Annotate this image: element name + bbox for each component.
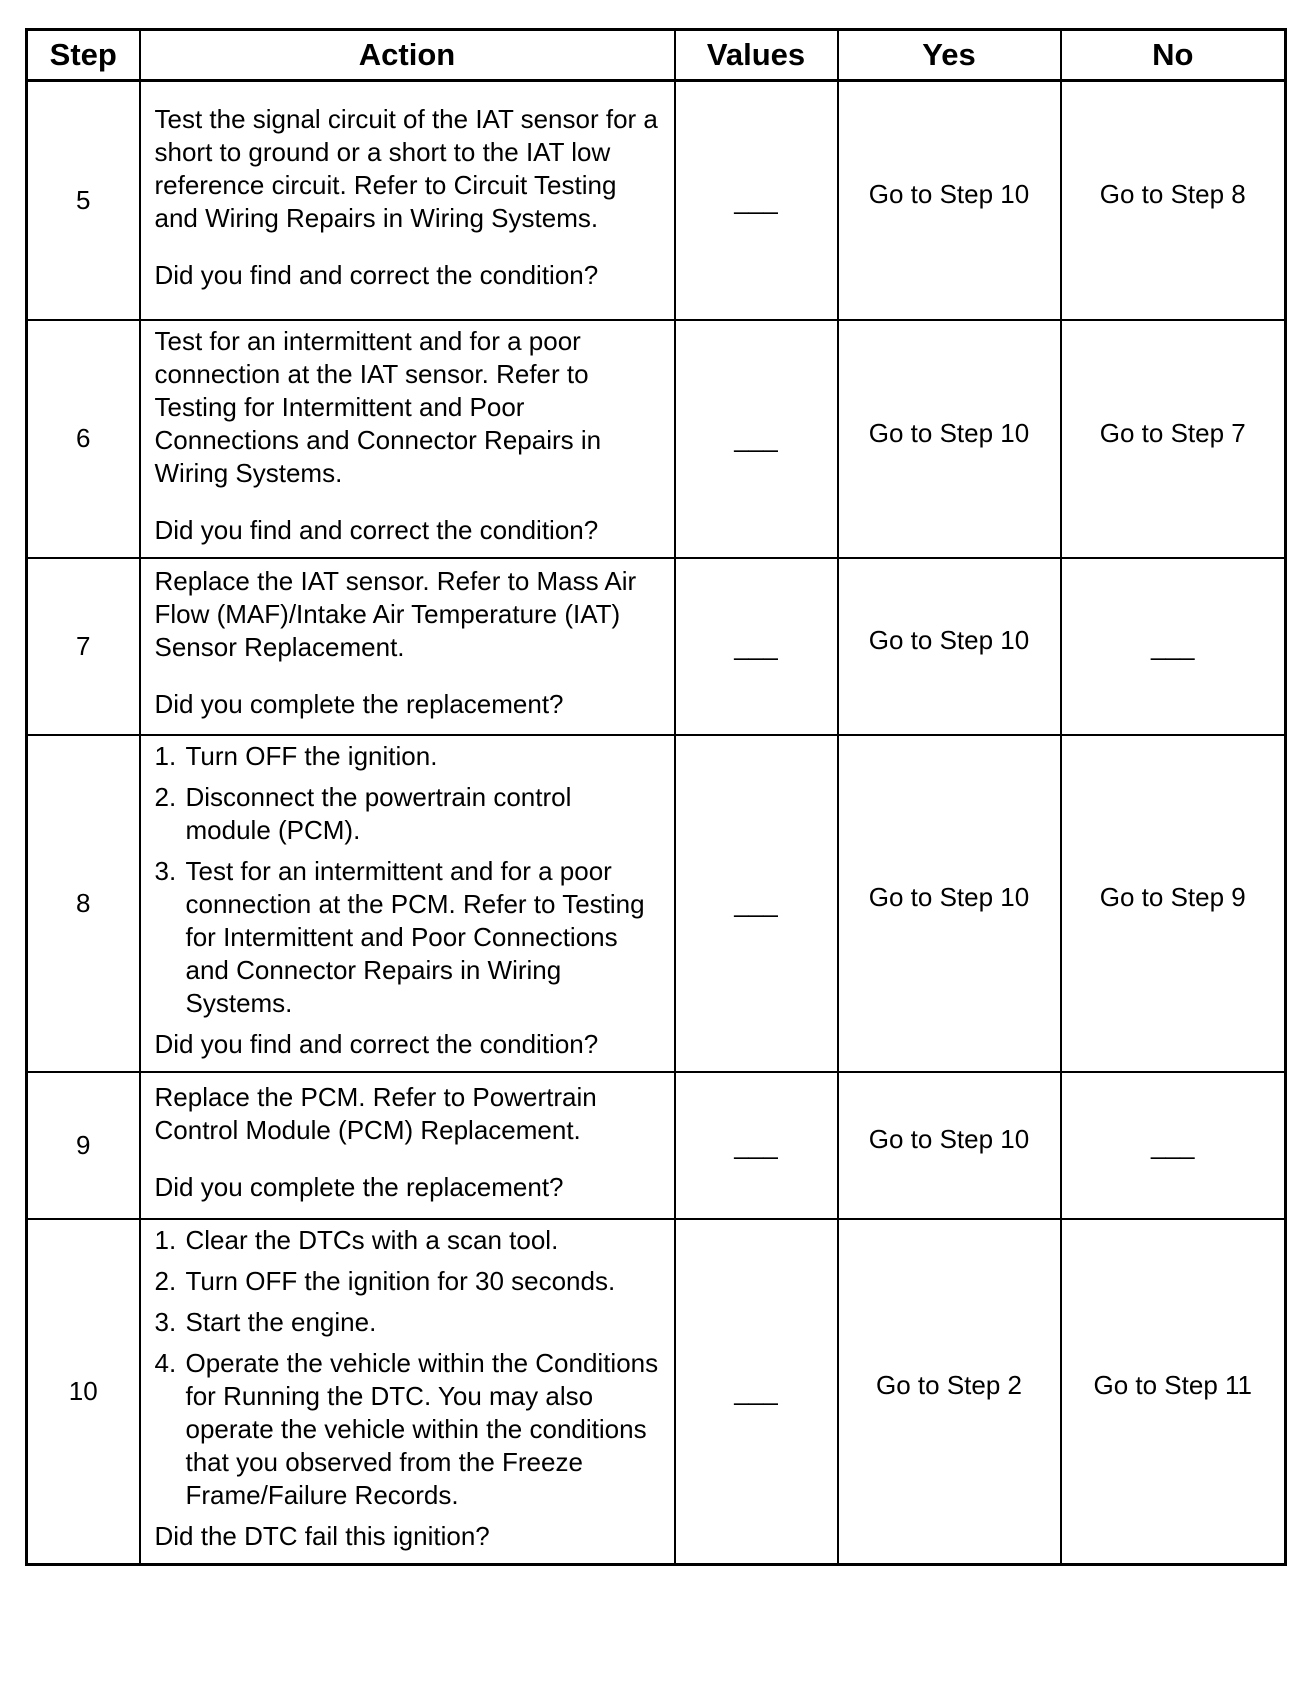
action-cell (140, 735, 675, 1072)
yes-cell: Go to Step 10 (838, 558, 1061, 735)
substep-list (155, 740, 662, 1020)
yes-cell: Go to Step 10 (838, 320, 1061, 558)
step-number: 10 (27, 1219, 140, 1565)
action-text: Test for an intermittent and for a poor connection at the IAT sensor. Refer to Testing for Intermittent and Poor Connections and Connector Repairs in Wiring Systems. (154, 325, 602, 488)
table-row (27, 1072, 1286, 1219)
substep-text: Turn OFF the ignition. (185, 740, 438, 771)
table-row (27, 558, 1286, 735)
substep-number: 2. (154, 781, 177, 812)
header-no: No (1061, 30, 1286, 81)
substep-item (155, 1265, 662, 1298)
substep-number: 1. (154, 740, 177, 771)
substep-text: Clear the DTCs with a scan tool. (185, 1224, 559, 1255)
header-step: Step (27, 30, 140, 81)
table-row (27, 735, 1286, 1072)
header-yes: Yes (838, 30, 1061, 81)
header-values: Values (675, 30, 838, 81)
substep-item (155, 855, 662, 1020)
no-cell: Go to Step 11 (1061, 1219, 1286, 1565)
table-row (27, 320, 1286, 558)
action-question: Did you complete the replacement? (154, 1171, 564, 1202)
values-cell: ___ (675, 320, 838, 558)
action-text: Replace the PCM. Refer to Powertrain Control Module (PCM) Replacement. (154, 1081, 597, 1145)
step-number: 5 (27, 81, 140, 320)
action-question: Did you complete the replacement? (154, 689, 564, 719)
table-row (27, 81, 1286, 320)
substep-text: Start the engine. (185, 1306, 377, 1337)
values-cell: ___ (675, 1219, 838, 1565)
substep-number: 3. (154, 1306, 177, 1337)
action-text: Test the signal circuit of the IAT sensor for a short to ground or a short to the IAT low reference circuit. Refer to Circuit Testing and Wiring Repairs in Wiring Systems. (154, 103, 658, 233)
substep-text: Turn OFF the ignition for 30 seconds. (185, 1265, 616, 1296)
action-cell (140, 81, 675, 320)
substep-text: Disconnect the powertrain control module (PCM). (185, 781, 572, 845)
header-row (27, 30, 1286, 81)
action-question: Did you find and correct the condition? (154, 1028, 599, 1059)
action-cell (140, 1219, 675, 1565)
substep-text: Operate the vehicle within the Conditions for Running the DTC. You may also operate the vehicle within the conditions that you observed from the Freeze Frame/Failure Records. (185, 1347, 659, 1510)
table-row (27, 1219, 1286, 1565)
action-cell (140, 320, 675, 558)
values-cell: ___ (675, 1072, 838, 1219)
values-cell: ___ (675, 735, 838, 1072)
action-question: Did you find and correct the condition? (154, 259, 599, 290)
yes-cell: Go to Step 10 (838, 735, 1061, 1072)
values-cell: ___ (675, 558, 838, 735)
action-cell (140, 1072, 675, 1219)
yes-cell: Go to Step 10 (838, 1072, 1061, 1219)
values-cell: ___ (675, 81, 838, 320)
step-number: 9 (27, 1072, 140, 1219)
no-cell: ___ (1061, 558, 1286, 735)
substep-item (155, 740, 662, 773)
substep-number: 1. (154, 1224, 177, 1255)
header-action: Action (140, 30, 675, 81)
substep-text: Test for an intermittent and for a poor connection at the PCM. Refer to Testing for Intermittent and Poor Connections and Connector Repairs in Wiring Systems. (185, 855, 645, 1018)
step-number: 8 (27, 735, 140, 1072)
step-number: 7 (27, 558, 140, 735)
action-text: Replace the IAT sensor. Refer to Mass Air Flow (MAF)/Intake Air Temperature (IAT) Sensor Replacement. (154, 566, 637, 662)
no-cell: Go to Step 7 (1061, 320, 1286, 558)
substep-list (155, 1224, 662, 1512)
substep-number: 2. (154, 1265, 177, 1296)
no-cell: Go to Step 8 (1061, 81, 1286, 320)
substep-item (155, 1306, 662, 1339)
action-question: Did you find and correct the condition? (154, 514, 599, 545)
action-question: Did the DTC fail this ignition? (154, 1520, 490, 1551)
no-cell: Go to Step 9 (1061, 735, 1286, 1072)
yes-cell: Go to Step 10 (838, 81, 1061, 320)
yes-cell: Go to Step 2 (838, 1219, 1061, 1565)
substep-number: 4. (154, 1347, 177, 1378)
substep-item (155, 1347, 662, 1512)
step-number: 6 (27, 320, 140, 558)
substep-item (155, 781, 662, 847)
no-cell: ___ (1061, 1072, 1286, 1219)
action-cell (140, 558, 675, 735)
diagnostic-table (25, 28, 1287, 1566)
substep-item (155, 1224, 662, 1257)
substep-number: 3. (154, 855, 177, 886)
